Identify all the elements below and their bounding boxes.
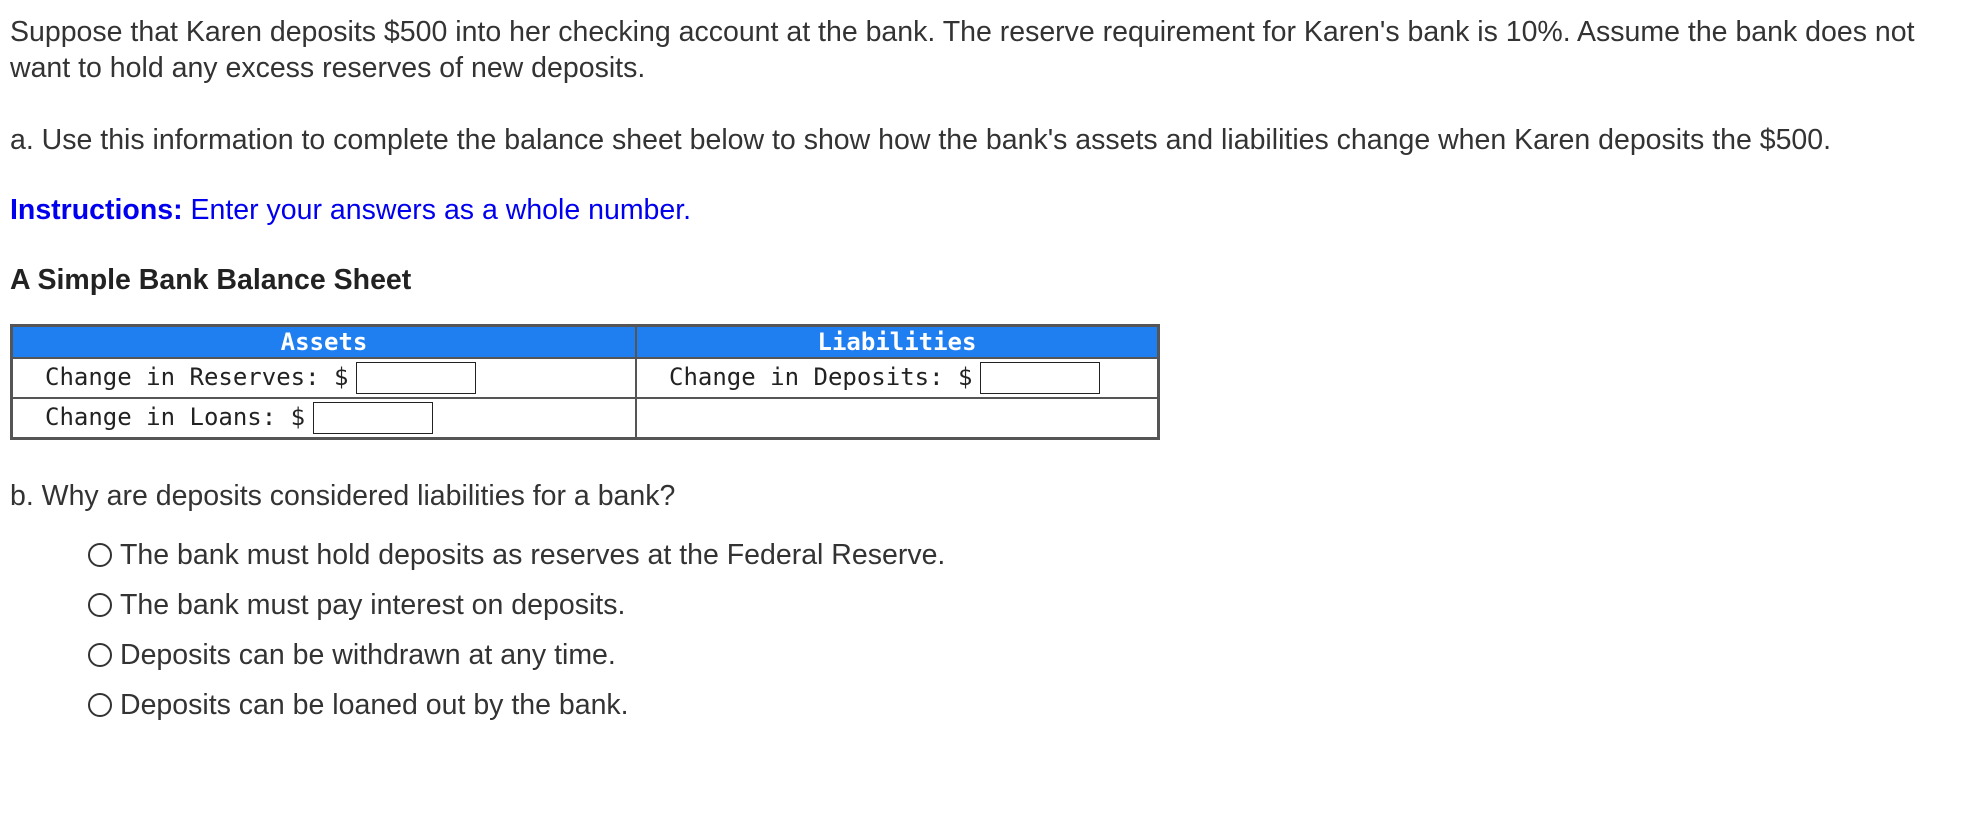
option-label: The bank must hold deposits as reserves at the Federal Reserve. xyxy=(120,538,946,571)
radio-button[interactable] xyxy=(88,643,112,667)
deposits-label: Change in Deposits: $ xyxy=(669,363,973,391)
answer-option[interactable] xyxy=(88,630,1970,680)
reserves-label: Change in Reserves: $ xyxy=(45,363,349,391)
part-a-text: a. Use this information to complete the balance sheet below to show how the bank's assets and liabilities change when Karen deposits the $500. xyxy=(10,124,1832,156)
balance-sheet-table xyxy=(10,324,1160,440)
question-page xyxy=(10,14,1970,730)
loans-cell xyxy=(12,398,637,439)
instructions xyxy=(10,192,1970,228)
balance-sheet-row-2 xyxy=(12,398,1159,439)
balance-sheet-title: A Simple Bank Balance Sheet xyxy=(10,264,412,296)
answer-option[interactable] xyxy=(88,580,1970,630)
answer-options xyxy=(88,530,1970,730)
option-label: The bank must pay interest on deposits. xyxy=(120,588,626,621)
intro-text: Suppose that Karen deposits $500 into her checking account at the bank. The reserve requirement for Karen's bank is 10%. Assume the bank does not want to hold any excess reserves of new deposits. xyxy=(10,16,1915,84)
loans-label: Change in Loans: $ xyxy=(45,403,306,431)
reserves-cell xyxy=(12,358,637,398)
answer-option[interactable] xyxy=(88,530,1970,580)
radio-button[interactable] xyxy=(88,693,112,717)
instructions-text: Enter your answers as a whole number. xyxy=(182,194,692,226)
assets-header: Assets xyxy=(12,326,637,359)
option-label: Deposits can be withdrawn at any time. xyxy=(120,638,616,671)
radio-button[interactable] xyxy=(88,593,112,617)
liabilities-header: Liabilities xyxy=(636,326,1159,359)
radio-button[interactable] xyxy=(88,543,112,567)
loans-input[interactable] xyxy=(313,402,433,434)
empty-liabilities-cell xyxy=(636,398,1159,439)
deposits-cell xyxy=(636,358,1159,398)
instructions-label: Instructions: xyxy=(10,194,183,226)
reserves-input[interactable] xyxy=(356,362,476,394)
option-label: Deposits can be loaned out by the bank. xyxy=(120,688,629,721)
deposits-input[interactable] xyxy=(980,362,1100,394)
balance-sheet-row-1 xyxy=(12,358,1159,398)
balance-sheet-header-row xyxy=(12,326,1159,359)
part-b-question: b. Why are deposits considered liabilities for a bank? xyxy=(10,480,676,512)
answer-option[interactable] xyxy=(88,680,1970,730)
